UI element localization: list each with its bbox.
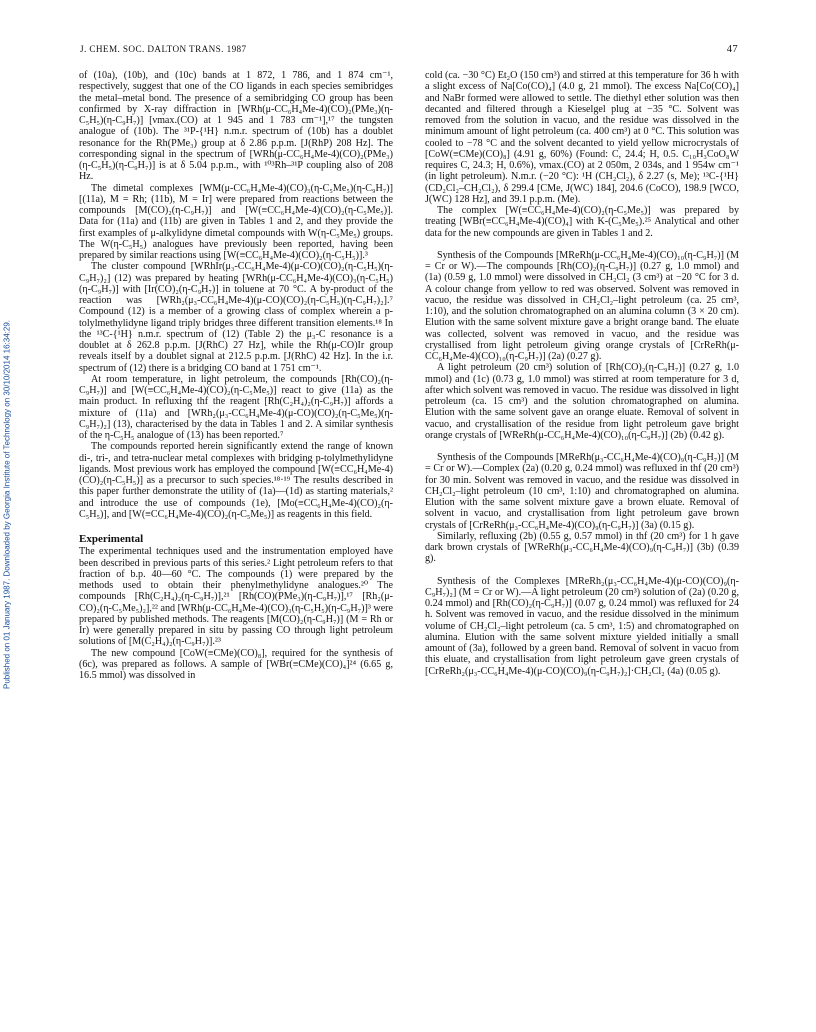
download-notice-text[interactable]: Published on 01 January 1987. Downloaded by Georgia Institute of Technology on 30/10/2014 16:34:29. (2, 320, 12, 690)
paragraph: Similarly, refluxing (2b) (0.55 g, 0.57 mmol) in thf (20 cm³) for 1 h gave dark brown crystals of [WReRh(μ₃-CC₆H₄Me-4)(CO)₉(η-C₉H₇)] (3b) (0.39 g). (425, 530, 739, 565)
paragraph: The new compound [CoW(≡CMe)(CO)₈], required for the synthesis of (6c), was prepared as follows. A sample of [WBr(≡CMe)(CO)₄]²⁴ (6.65 g, 16.5 mmol) was dissolved in (79, 647, 393, 681)
paragraph: The complex [W(≡CC₆H₄Me-4)(CO)₂(η-C₅Me₅)] was prepared by treating [WBr(≡CC₆H₄Me-4)(CO)₄] with K-(C₅Me₅).²⁵ Analytical and other data for the new compounds are given in Tables 1 and 2. (425, 205, 739, 239)
paragraph: At room temperature, in light petroleum, the compounds [Rh(CO)₂(η-C₉H₇)] and [W(≡CC₆H₄Me-4)(CO)₂(η-C₅Me₅)] react to give (11a) as the main product. In refluxing thf the reagent [Rh(C₂H₄)₂(η-C₉H₇)] affords a mixture of (11a) and [WRh₂(μ₃-CC₆H₄Me-4)(μ-CO)(CO)₂(η-C₅Me₅)(η-C₉H₇)₂] (13), characterised by the data in Tables 1 and 2. A similar synthesis of the η-C₅H₅ analogue of (13) has been reported.⁷ (79, 373, 393, 441)
paragraph: The experimental techniques used and the instrumentation employed have been described in previous parts of this series.² Light petroleum refers to that fraction of b.p. 40—60 °C. The compounds (1) were prepared by the methods used to obtain their phenylmethylidyne analogues.²⁰ The compounds [Rh(C₂H₄)₂(η-C₉H₇)],²¹ [Rh(CO)(PMe₃)(η-C₉H₇)],¹⁷ [Rh₂(μ-CO)₂(η-C₅Me₅)₂],²² and [WRh(μ-CC₆H₄Me-4)(CO)₃(η-C₅H₅)(η-C₉H₇)]³ were prepared by published methods. The reagents [M(CO)₂(η-C₉H₇)] (M = Rh or Ir) were generally prepared in situ by passing CO through light petroleum solutions of [M(C₂H₄)₂(η-C₉H₇)].²³ (79, 546, 394, 648)
download-notice (0, 80, 14, 940)
paragraph: The dimetal complexes [WM(μ-CC₆H₄Me-4)(CO)₃(η-C₅Me₅)(η-C₉H₇)] [(11a), M = Rh; (11b), M = Ir] were prepared from reactions between the compounds [M(CO)₂(η-C₉H₇)] and [W(≡CC₆H₄Me-4)(CO)₂(η-C₅Me₅)]. Data for (11a) and (11b) are given in Tables 1 and 2, and they provide the first examples of μ-alkylidyne dimetal compounds with W(η-C₅Me₅) groups. The W(η-C₅H₅) analogues have previously been reported, having been prepared by similar reactions using [W(≡CC₆H₄Me-4)(CO)₂(η-C₅H₅)].³ (79, 182, 393, 261)
page-number: 47 (726, 44, 738, 55)
right-column (425, 70, 739, 677)
journal-running-head: J. CHEM. SOC. DALTON TRANS. 1987 (80, 44, 247, 54)
paragraph: of (10a), (10b), and (10c) bands at 1 872, 1 786, and 1 874 cm⁻¹, respectively, suggest that one of the CO ligands in each species semibridges the metal–metal bond. The presence of a semibridging CO group has been confirmed by X-ray diffraction in [WRh(μ-CC₆H₄Me-4)(CO)₂(PMe₃)(η-C₅H₅)(η-C₉H₇)] [νmax.(CO) at 1 945 and 1 783 cm⁻¹],¹⁷ the tungsten analogue of (10b). The ³¹P-{¹H} n.m.r. spectrum of (10b) has a doublet resonance for the Rh(PMe₃) group at δ 2.86 p.p.m. [J(RhP) 208 Hz]. The corresponding signal in the spectrum of [WRh(μ-CC₆H₄Me-4)(CO)₂(PMe₃)(η-C₅H₅)(η-C₉H₇)] is at δ 5.04 p.p.m., with ¹⁰³Rh–³¹P coupling also of 208 Hz. (79, 70, 393, 183)
left-column (79, 70, 393, 681)
section-heading-experimental: Experimental (79, 533, 144, 545)
page-header (80, 44, 738, 60)
synthesis-paragraph: Synthesis of the Compounds [MReRh(μ₃-CC₆H₄Me-4)(CO)₉(η-C₉H₇)] (M = Cr or W).—Complex (2a) (0.20 g, 0.24 mmol) was refluxed in thf (20 cm³) for 30 min. Solvent was removed in vacuo, and the residue was dissolved in CH₂Cl₂–light petroleum (10 cm³, 1:10) and chromatographed on alumina. Elution with the same solvent mixture gave a brown eluate. Removal of solvent in vacuo, and crystallisation from light petroleum gave brown crystals of [CrReRh(μ₃-CC₆H₄Me-4)(CO)₉(η-C₉H₇)] (3a) (0.15 g). (425, 452, 739, 531)
paragraph: cold (ca. −30 °C) Et₂O (150 cm³) and stirred at this temperature for 36 h with a slight excess of Na[Co(CO)₄] (4.0 g, 21 mmol). The excess Na[Co(CO)₄] and NaBr formed were allowed to settle. The diethyl ether solution was then decanted and filtered through a Kieselgel plug at −35 °C. Solvent was removed from the solution in vacuo, and the residue was dissolved in the minimum amount of light petroleum (ca. 400 cm³) at 0 °C. This solution was cooled to −78 °C and the solvent decanted to yield yellow microcrystals of [CoW(≡CMe)(CO)₈] (4.91 g, 60%) (Found: C, 24.4; H, 0.5. C₁₀H₃CoO₈W requires C, 24.3; H, 0.6%), νmax.(CO) at 2 050m, 2 034s, and 1 954w cm⁻¹ (in light petroleum). N.m.r. (−20 °C): ¹H (CH₂Cl₂), δ 2.27 (s, Me); ¹³C-{¹H} (CD₂Cl₂–CH₂Cl₂), δ 299.4 [CMe, J(WC) 184], 204.6 (CoCO), 198.9 [WCO, J(WC) 128 Hz], and 39.1 p.p.m. (Me). (425, 70, 739, 205)
paragraph: The cluster compound [WRhIr(μ₃-CC₆H₄Me-4)(μ-CO)(CO)₂(η-C₅H₅)(η-C₉H₇)₂] (12) was prepared by heating [WRh(μ-CC₆H₄Me-4)(CO)₃(η-C₅H₅)(η-C₉H₇)] with [Ir(CO)₂(η-C₉H₇)] in toluene at 70 °C. A by-product of the reaction was [WRh₂(μ₃-CC₆H₄Me-4)(μ-CO)(CO)₂(η-C₅H₅)(η-C₉H₇)₂].⁷ Compound (12) is a member of a growing class of complex wherein a p-tolylmethylidyne ligand triply bridges three different transition elements.¹⁸ In the ¹³C-{¹H} n.m.r. spectrum of (12) (Table 2) the μ₃-C resonance is a doublet at δ 262.8 p.p.m. [J(RhC) 27 Hz], while the Rh(μ-CO)Ir group reveals itself by a doublet signal at 212.5 p.p.m. [J(RhC) 42 Hz]. In the i.r. spectrum of (12) there is a bridging CO band at 1 751 cm⁻¹. (79, 261, 393, 374)
synthesis-paragraph: Synthesis of the Compounds [MReRh(μ-CC₆H₄Me-4)(CO)₁₀(η-C₉H₇)] (M = Cr or W).—The compounds [Rh(CO)₂(η-C₉H₇)] (0.27 g, 1.0 mmol) and (1a) (0.59 g, 1.0 mmol) were dissolved in CH₂Cl₂ (3 cm³) at −20 °C for 3 d. A colour change from yellow to red was observed. Solvent was removed in vacuo, the residue was dissolved in CH₂Cl₂–light petroleum (ca. 25 cm³, 1:10), and the solution chromatographed on an alumina column (3 × 20 cm). Elution with the same solvent mixture gave a bright orange band. The eluate was collected, solvent was removed in vacuo, and the residue was crystallised from light petroleum giving orange crystals of [CrReRh(μ-CC₆H₄Me-4)(CO)₁₀(η-C₉H₇)] (2a) (0.27 g). (425, 249, 739, 362)
paragraph: A light petroleum (20 cm³) solution of [Rh(CO)₂(η-C₉H₇)] (0.27 g, 1.0 mmol) and (1c) (0.73 g, 1.0 mmol) was stirred at room temperature for 3 d, after which solvent was removed in vacuo. The residue was dissolved in light petroleum (ca. 15 cm³) and the solution chromatographed on alumina. Elution with the same solvent gave an orange eluate. Removal of solvent in vacuo, and crystallisation of the residue from light petroleum gave bright orange crystals of [WReRh(μ-CC₆H₄Me-4)(CO)₁₀(η-C₉H₇)] (2b) (0.42 g). (425, 362, 739, 441)
paragraph: The compounds reported herein significantly extend the range of known di-, tri-, and tetra-nuclear metal complexes with bridging p-tolylmethylidyne ligands. Most previous work has employed the compound [W(≡CC₆H₄Me-4)(CO)₂(η-C₅H₅)] as a precursor to such species.¹⁸·¹⁹ The results described in this paper further demonstrate the utility of (1a)—(1d) as starting materials,² and introduce the use of compounds (1e), [Mo(≡CC₆H₄Me-4)(CO)₂(η-C₅H₅)], and [W(≡CC₆H₄Me-4)(CO)₂(η-C₅Me₅)] as reagents in this field. (79, 441, 393, 520)
synthesis-paragraph: Synthesis of the Complexes [MReRh₂(μ₃-CC₆H₄Me-4)(μ-CO)(CO)₉(η-C₉H₇)₂] (M = Cr or W).—A light petroleum (20 cm³) solution of (2a) (0.20 g, 0.24 mmol) and [Rh(CO)₂(η-C₉H₇)] (0.07 g, 0.24 mmol) was refluxed for 24 h. Solvent was removed in vacuo, and the residue dissolved in the minimum volume of CH₂Cl₂–light petroleum (ca. 5 cm³, 1:5) and chromatographed on alumina. Elution with the same solvent mixture yielded initially a small amount of (3a), followed by a green band. Removal of solvent in vacuo from this eluate, and crystallisation from light petroleum gave green crystals of [CrReRh₂(μ₃-CC₆H₄Me-4)(μ-CO)(CO)₉(η-C₉H₇)₂]·CH₂Cl₂ (4a) (0.05 g). (425, 575, 739, 677)
